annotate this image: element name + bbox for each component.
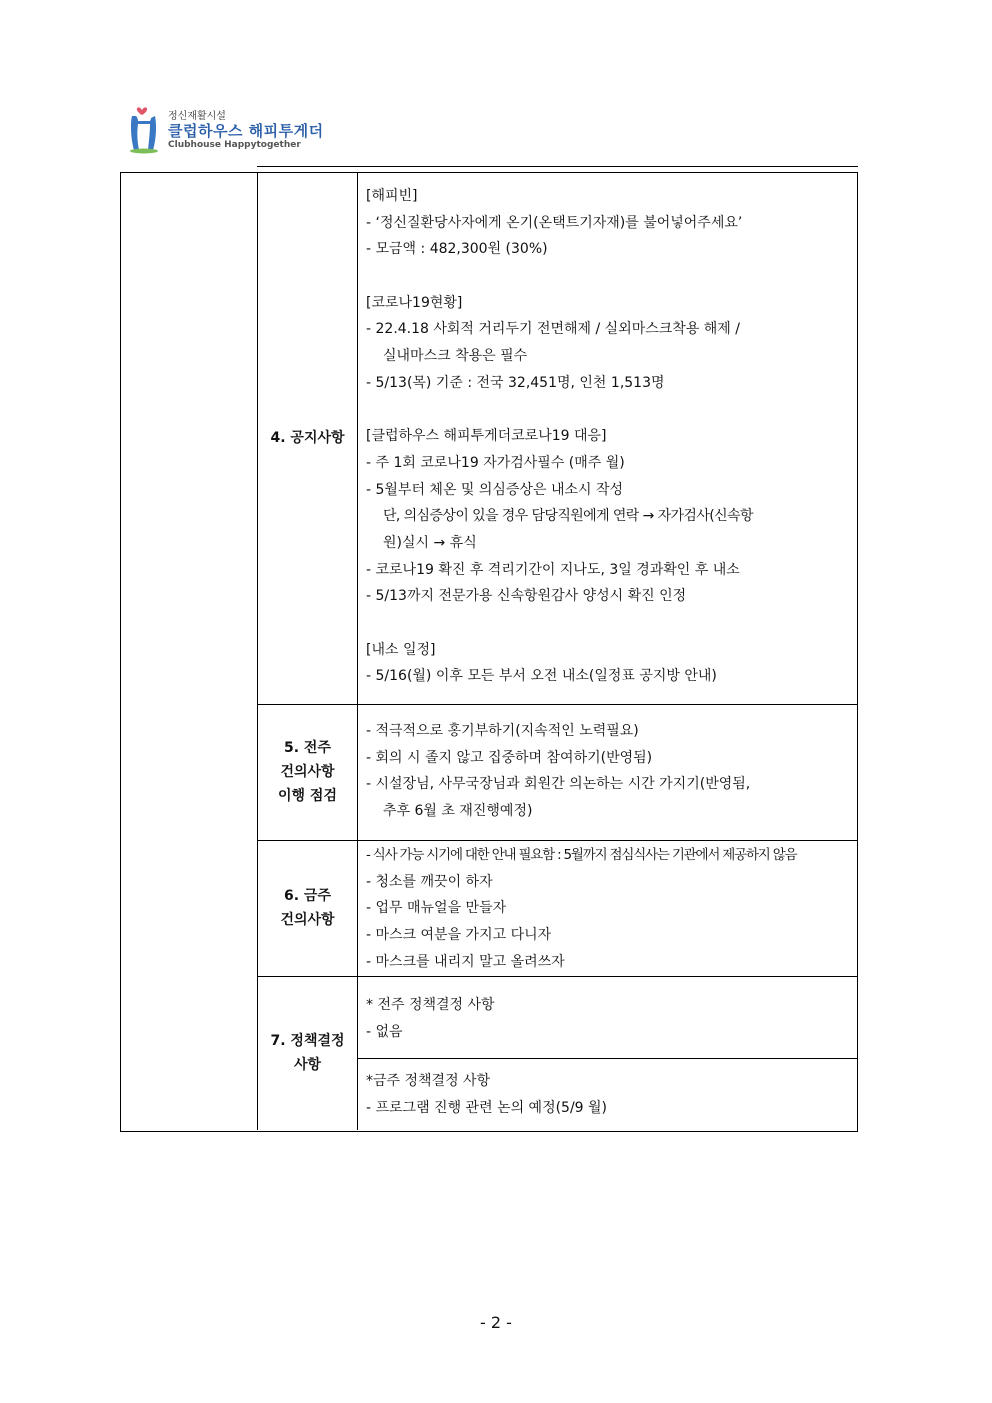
content-line: - 마스크를 내리지 말고 올려쓰자: [366, 953, 565, 970]
review-content: [366, 718, 854, 825]
content-line: - 5/16(월) 이후 모든 부서 오전 내소(일정표 공지방 안내): [366, 668, 717, 685]
content-line: - 코로나19 확진 후 격리기간이 지나도, 3일 경과확인 후 내소: [366, 561, 740, 578]
logo-english-name: Clubhouse Happytogether: [168, 140, 301, 150]
content-line: - 적극적으로 홍기부하기(지속적인 노력필요): [366, 723, 639, 739]
label-line: 건의사항: [280, 912, 335, 928]
content-line: 추후 6월 초 재진행예정): [383, 803, 533, 820]
logo-h-mark-icon: [128, 104, 162, 154]
content-line: * 전주 정책결정 사항: [366, 997, 495, 1013]
label-line: 건의사항: [280, 764, 335, 780]
logo-title: 클럽하우스 해피투게더: [168, 122, 324, 140]
content-line: - 프로그램 진행 관련 논의 예정(5/9 월): [366, 1099, 608, 1116]
label-line: 5. 전주: [284, 740, 331, 756]
prev-policy-content: [366, 992, 854, 1045]
row-label-this-week-suggestions: [258, 840, 357, 976]
content-line: [해피빈]: [366, 188, 418, 204]
table-top-rule: [257, 166, 858, 167]
label-line: 사항: [293, 1057, 322, 1073]
content-line: - ‘정신질환당사자에게 온기(온택트기자재)를 불어넣어주세요’: [366, 214, 743, 231]
clubhouse-logo: [128, 104, 328, 156]
content-line: 실내마스크 착용은 필수: [383, 348, 528, 365]
content-line: - 업무 매뉴얼을 만들자: [366, 900, 507, 917]
notices-content: [366, 183, 854, 690]
row-label-notices: 4. 공지사항: [270, 430, 345, 446]
column-divider-2: [357, 172, 358, 1130]
row-label-policy-decisions: [258, 976, 357, 1130]
this-policy-content: [366, 1068, 854, 1121]
content-line: - 5/13(목) 기준 : 전국 32,451명, 인천 1,513명: [366, 374, 665, 391]
content-line: - 5/13까지 전문가용 신속항원감사 양성시 확진 인정: [366, 588, 687, 605]
content-line: - 5월부터 체온 및 의심증상은 내소시 작성: [366, 481, 624, 498]
content-line: [클럽하우스 해피투게더코로나19 대응]: [366, 428, 607, 445]
content-line: - 마스크 여분을 가지고 다니자: [366, 927, 552, 944]
content-line: [코로나19현황]: [366, 294, 463, 311]
label-line: 7. 정책결정: [270, 1033, 345, 1049]
logo-subtitle: 정신재활시설: [168, 111, 226, 122]
spacer: [366, 263, 854, 290]
content-line: - 청소를 깨끗이 하자: [366, 873, 493, 890]
content-line: - 22.4.18 사회적 거리두기 전면해제 / 실외마스크착용 해제 /: [366, 321, 741, 338]
content-line: - 식사 가능 시기에 대한 안내 필요함 : 5월까지 점심식사는 기관에서 제공하지 않음: [366, 847, 797, 863]
content-line: *금주 정책결정 사항: [366, 1073, 491, 1089]
content-line: - 없음: [366, 1023, 403, 1040]
label-line: 이행 점검: [278, 788, 337, 804]
suggestions-content: [366, 842, 854, 975]
content-line: - 회의 시 졸지 않고 집중하며 참여하기(반영됨): [366, 749, 653, 766]
page-number: - 2 -: [480, 1313, 512, 1332]
cell-divider: [357, 1058, 858, 1059]
content-line: 원)실시 → 휴식: [383, 534, 477, 551]
row-label-last-week-review: [258, 704, 357, 840]
spacer: [366, 610, 854, 637]
content-line: 단, 의심증상이 있을 경우 담당직원에게 연락 → 자가검사(신속항: [383, 508, 753, 525]
spacer: [366, 397, 854, 424]
content-line: [내소 일정]: [366, 641, 436, 658]
content-line: - 주 1회 코로나19 자가검사필수 (매주 월): [366, 454, 625, 471]
label-line: 6. 금주: [284, 888, 331, 904]
content-line: - 시설장님, 사무국장님과 회원간 의논하는 시간 가지기(반영됨,: [366, 776, 751, 793]
content-line: - 모금액 : 482,300원 (30%): [366, 241, 548, 258]
